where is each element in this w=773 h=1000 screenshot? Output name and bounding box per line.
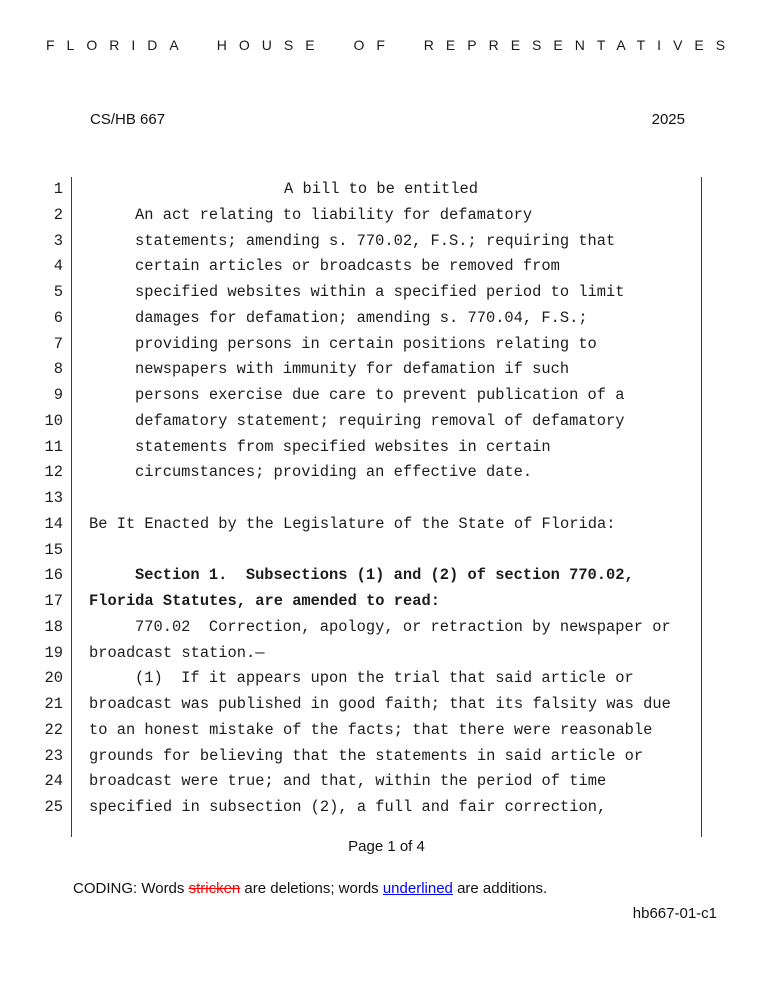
bill-line-row — [0, 512, 773, 538]
bill-line-row — [0, 769, 773, 795]
bill-text-line: An act relating to liability for defamatory — [135, 205, 533, 224]
line-number: 19 — [44, 643, 63, 662]
bill-line-row — [0, 203, 773, 229]
bill-text-line: broadcast station.— — [89, 643, 265, 662]
bill-line-row — [0, 177, 773, 203]
chamber-header: FLORIDA HOUSE OF REPRESENTATIVES — [46, 37, 738, 53]
coding-note — [73, 880, 547, 897]
bill-text-line: persons exercise due care to prevent publication of a — [135, 386, 625, 404]
bill-line-row — [0, 718, 773, 744]
document-code: hb667-01-c1 — [632, 905, 717, 922]
bill-line-row — [0, 615, 773, 641]
bill-text-line — [89, 486, 673, 512]
bill-line-row — [0, 692, 773, 718]
underlined-sample: underlined — [382, 880, 453, 897]
bill-line-row — [0, 280, 773, 306]
bill-text-block — [0, 177, 773, 821]
line-number: 8 — [53, 360, 63, 379]
bill-line-row — [0, 744, 773, 770]
line-number: 21 — [44, 695, 63, 713]
bill-text-line: circumstances; providing an effective date. — [135, 463, 533, 482]
line-number: 15 — [44, 540, 63, 559]
page-number: Page 1 of 4 — [348, 838, 425, 855]
line-number: 17 — [44, 592, 63, 610]
line-number: 1 — [53, 180, 63, 198]
bill-text-line: broadcast was published in good faith; that its falsity was due — [89, 695, 671, 713]
bill-number: CS/HB 667 — [90, 111, 166, 128]
bill-text-line: defamatory statement; requiring removal of defamatory — [135, 411, 625, 430]
bill-text-line: certain articles or broadcasts be removed from — [135, 257, 560, 276]
coding-suffix: are additions. — [452, 880, 548, 897]
bill-line-row — [0, 563, 773, 589]
bill-meta-row — [90, 111, 685, 128]
bill-year: 2025 — [651, 111, 685, 128]
bill-text-line: grounds for believing that the statements in said article or — [89, 746, 644, 765]
bill-line-row — [0, 641, 773, 667]
line-number: 20 — [44, 669, 63, 688]
bill-line-row — [0, 589, 773, 615]
bill-text-line: 770.02 Correction, apology, or retraction by newspaper or — [135, 617, 671, 636]
bill-text-line: broadcast were true; and that, within the period of time — [89, 772, 607, 791]
line-number: 25 — [44, 798, 63, 816]
line-number: 4 — [53, 257, 63, 276]
line-number: 24 — [44, 772, 63, 791]
line-number: 2 — [53, 205, 63, 224]
bill-line-row — [0, 795, 773, 821]
line-number: 10 — [44, 411, 63, 430]
bill-line-row — [0, 538, 773, 564]
coding-middle: are deletions; words — [240, 880, 383, 897]
bill-text-line: A bill to be entitled — [284, 180, 478, 198]
line-number: 22 — [44, 720, 63, 739]
bill-text-line: (1) If it appears upon the trial that said article or — [135, 669, 634, 688]
line-number: 14 — [44, 514, 63, 533]
line-number: 5 — [53, 283, 63, 301]
coding-prefix: CODING: Words — [73, 880, 189, 897]
bill-text-line: specified websites within a specified period to limit — [135, 283, 625, 301]
bill-text-line — [89, 538, 673, 564]
bill-line-row — [0, 306, 773, 332]
stricken-sample: stricken — [188, 880, 241, 897]
line-number: 12 — [44, 463, 63, 482]
line-number: 7 — [53, 334, 63, 353]
line-number: 11 — [44, 437, 63, 456]
line-number: 16 — [44, 566, 63, 585]
bill-text-line: providing persons in certain positions relating to — [135, 334, 597, 353]
bill-line-row — [0, 332, 773, 358]
bill-line-row — [0, 666, 773, 692]
bill-line-row — [0, 357, 773, 383]
bill-line-row — [0, 460, 773, 486]
bill-text-line: statements from specified websites in certain — [135, 437, 551, 456]
bill-text-line: specified in subsection (2), a full and fair correction, — [89, 798, 607, 816]
line-number: 23 — [44, 746, 63, 765]
line-number: 3 — [53, 231, 63, 250]
bill-text-line: newspapers with immunity for defamation if such — [135, 360, 570, 379]
bill-text-line: statements; amending s. 770.02, F.S.; requiring that — [135, 231, 616, 250]
bill-line-row — [0, 254, 773, 280]
bill-line-row — [0, 435, 773, 461]
bill-line-row — [0, 486, 773, 512]
bill-text-line: Be It Enacted by the Legislature of the State of Florida: — [89, 514, 616, 533]
line-number: 13 — [44, 489, 63, 507]
line-number: 6 — [53, 308, 63, 327]
bill-text-line: Florida Statutes, are amended to read: — [89, 592, 440, 610]
line-number: 9 — [53, 386, 63, 404]
bill-text-line: damages for defamation; amending s. 770.04, F.S.; — [135, 308, 588, 327]
bill-line-row — [0, 383, 773, 409]
bill-text-line: to an honest mistake of the facts; that there were reasonable — [89, 720, 653, 739]
bill-line-row — [0, 229, 773, 255]
line-number: 18 — [44, 617, 63, 636]
bill-line-row — [0, 409, 773, 435]
bill-text-line: Section 1. Subsections (1) and (2) of section 770.02, — [135, 566, 634, 585]
